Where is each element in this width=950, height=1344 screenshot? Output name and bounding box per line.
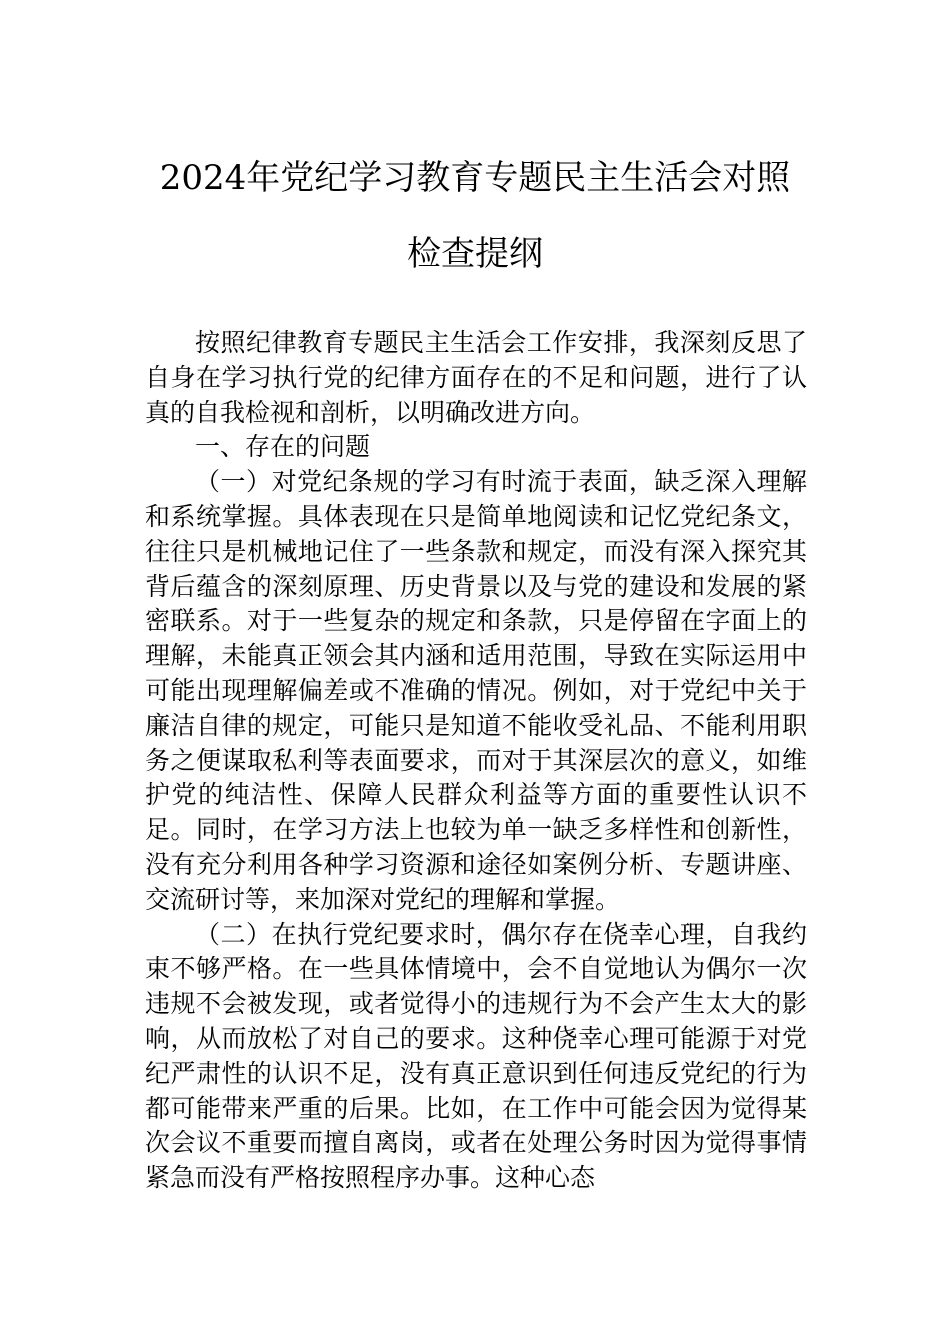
title-line-1: 2024年党纪学习教育专题民主生活会对照 — [159, 158, 791, 198]
section-heading-problems: 一、存在的问题 — [195, 432, 371, 462]
document-body — [145, 326, 807, 1196]
document-title — [145, 140, 805, 292]
intro-paragraph: 按照纪律教育专题民主生活会工作安排，我深刻反思了自身在学习执行党的纪律方面存在的不足和问题，进行了认真的自我检视和剖析，以明确改进方向。 — [145, 328, 807, 427]
problem-paragraph-1: （一）对党纪条规的学习有时流于表面，缺乏深入理解和系统掌握。具体表现在只是简单地阅读和记忆党纪条文，往往只是机械地记住了一些条款和规定，而没有深入探究其背后蕴含的深刻原理、历史背景以及与党的建设和发展的紧密联系。对于一些复杂的规定和条款，只是停留在字面上的理解，未能真正领会其内涵和适用范围，导致在实际运用中可能出现理解偏差或不准确的情况。例如，对于党纪中关于廉洁自律的规定，可能只是知道不能收受礼品、不能利用职务之便谋取私利等表面要求，而对于其深层次的意义，如维护党的纯洁性、保障人民群众利益等方面的重要性认识不足。同时，在学习方法上也较为单一缺乏多样性和创新性，没有充分利用各种学习资源和途径如案例分析、专题讲座、交流研讨等，来加深对党纪的理解和掌握。 — [145, 467, 807, 914]
problem-paragraph-2: （二）在执行党纪要求时，偶尔存在侥幸心理，自我约束不够严格。在一些具体情境中，会不自觉地认为偶尔一次违规不会被发现，或者觉得小的违规行为不会产生太大的影响，从而放松了对自己的要求。这种侥幸心理可能源于对党纪严肃性的认识不足，没有真正意识到任何违反党纪的行为都可能带来严重的后果。比如，在工作中可能会因为觉得某次会议不重要而擅自离岗，或者在处理公务时因为觉得事情紧急而没有严格按照程序办事。这种心态 — [145, 919, 807, 1193]
title-line-2: 检查提纲 — [407, 234, 543, 274]
